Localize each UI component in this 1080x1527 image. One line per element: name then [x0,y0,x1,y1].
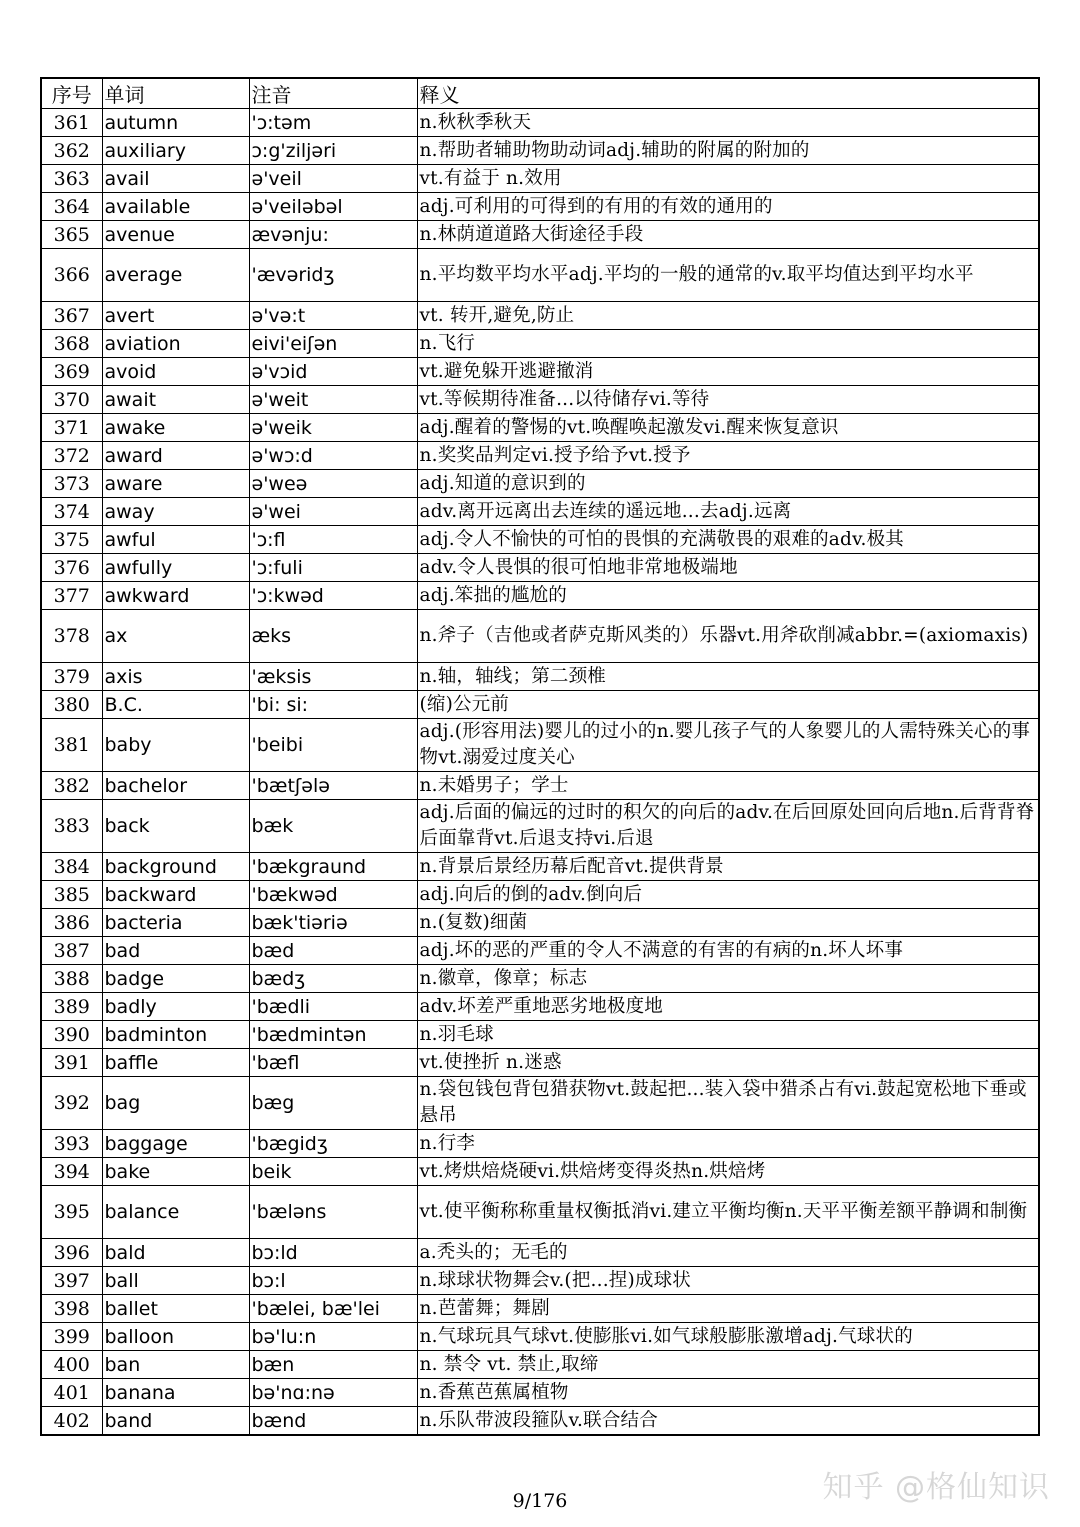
row-word: autumn [102,109,249,137]
table-row [41,526,1039,554]
row-definition: n.秋秋季秋天 [417,109,1039,137]
row-number: 362 [41,137,102,165]
table-row [41,937,1039,965]
row-phonetic: 'ɔ:təm [249,109,417,137]
table-row [41,1239,1039,1267]
row-definition: n.羽毛球 [417,1021,1039,1049]
table-row [41,193,1039,221]
row-definition: vt.有益于 n.效用 [417,165,1039,193]
row-number: 392 [41,1077,102,1130]
table-row [41,470,1039,498]
table-row [41,386,1039,414]
row-word: band [102,1407,249,1436]
row-word: background [102,853,249,881]
row-phonetic: 'ɔ:kwəd [249,582,417,610]
row-number: 371 [41,414,102,442]
row-phonetic: 'bædmintən [249,1021,417,1049]
row-word: bake [102,1158,249,1186]
row-number: 400 [41,1351,102,1379]
row-word: available [102,193,249,221]
row-word: baby [102,719,249,772]
row-definition: n.帮助者辅助物助动词adj.辅助的附属的附加的 [417,137,1039,165]
vocabulary-page [40,77,1038,1436]
row-word: avert [102,302,249,330]
row-word: ballet [102,1295,249,1323]
table-row [41,909,1039,937]
row-phonetic: 'bætʃələ [249,772,417,800]
table-row [41,965,1039,993]
row-number: 363 [41,165,102,193]
row-definition: adv.令人畏惧的很可怕地非常地极端地 [417,554,1039,582]
row-number: 366 [41,249,102,302]
row-phonetic: ə'weik [249,414,417,442]
row-phonetic: ə'weit [249,386,417,414]
table-row [41,610,1039,663]
row-phonetic: 'bædli [249,993,417,1021]
row-number: 397 [41,1267,102,1295]
row-phonetic: ævənju: [249,221,417,249]
row-definition: vt. 转开,避免,防止 [417,302,1039,330]
row-word: axis [102,663,249,691]
row-number: 384 [41,853,102,881]
row-number: 383 [41,800,102,853]
table-row [41,442,1039,470]
row-phonetic: bænd [249,1407,417,1436]
table-row [41,1077,1039,1130]
row-number: 364 [41,193,102,221]
row-number: 379 [41,663,102,691]
row-phonetic: bæk [249,800,417,853]
row-number: 387 [41,937,102,965]
table-row [41,1379,1039,1407]
row-definition: n.徽章，像章；标志 [417,965,1039,993]
table-row [41,663,1039,691]
row-word: awkward [102,582,249,610]
row-word: ball [102,1267,249,1295]
row-definition: adj.(形容用法)婴儿的过小的n.婴儿孩子气的人象婴儿的人需特殊关心的事物vt.溺爱过度关心 [417,719,1039,772]
row-number: 372 [41,442,102,470]
table-row [41,1267,1039,1295]
row-number: 365 [41,221,102,249]
row-phonetic: ə'weə [249,470,417,498]
row-definition: vt.避免躲开逃避撤消 [417,358,1039,386]
row-number: 402 [41,1407,102,1436]
row-phonetic: bæn [249,1351,417,1379]
row-word: aviation [102,330,249,358]
row-definition: adj.坏的恶的严重的令人不满意的有害的有病的n.坏人坏事 [417,937,1039,965]
row-definition: n.香蕉芭蕉属植物 [417,1379,1039,1407]
row-word: baffle [102,1049,249,1077]
row-number: 380 [41,691,102,719]
row-number: 368 [41,330,102,358]
row-word: badly [102,993,249,1021]
row-word: ax [102,610,249,663]
row-phonetic: ə'wɔ:d [249,442,417,470]
row-number: 375 [41,526,102,554]
row-number: 385 [41,881,102,909]
row-phonetic: 'bælei, bæ'lei [249,1295,417,1323]
row-definition: adj.向后的倒的adv.倒向后 [417,881,1039,909]
row-word: auxiliary [102,137,249,165]
table-row [41,1186,1039,1239]
row-number: 388 [41,965,102,993]
row-word: badge [102,965,249,993]
table-row [41,137,1039,165]
header-phonetic: 注音 [249,78,417,109]
row-number: 377 [41,582,102,610]
row-phonetic: bə'lu:n [249,1323,417,1351]
table-row [41,165,1039,193]
row-number: 393 [41,1130,102,1158]
row-number: 369 [41,358,102,386]
row-number: 361 [41,109,102,137]
table-row [41,993,1039,1021]
row-word: baggage [102,1130,249,1158]
row-number: 381 [41,719,102,772]
row-number: 374 [41,498,102,526]
row-word: bad [102,937,249,965]
row-definition: vt.使平衡称称重量权衡抵消vi.建立平衡均衡n.天平平衡差额平静调和制衡 [417,1186,1039,1239]
row-word: aware [102,470,249,498]
row-number: 395 [41,1186,102,1239]
row-number: 389 [41,993,102,1021]
row-phonetic: 'bægidʒ [249,1130,417,1158]
row-word: awake [102,414,249,442]
row-phonetic: ə'veil [249,165,417,193]
table-row [41,719,1039,772]
table-row [41,109,1039,137]
table-row [41,881,1039,909]
row-phonetic: ə'veiləbəl [249,193,417,221]
row-phonetic: 'beibi [249,719,417,772]
table-row [41,221,1039,249]
table-row [41,498,1039,526]
table-body [41,109,1039,1436]
row-number: 390 [41,1021,102,1049]
row-definition: vt.使挫折 n.迷惑 [417,1049,1039,1077]
row-definition: adv.坏差严重地恶劣地极度地 [417,993,1039,1021]
row-definition: adj.后面的偏远的过时的积欠的向后的adv.在后回原处回向后地n.后背背脊后面靠背vt.后退支持vi.后退 [417,800,1039,853]
row-word: badminton [102,1021,249,1049]
header-definition: 释义 [417,78,1039,109]
row-phonetic: ɔ:g'ziljəri [249,137,417,165]
row-phonetic: eivi'eiʃən [249,330,417,358]
row-number: 401 [41,1379,102,1407]
row-definition: n.乐队带波段箍队v.联合结合 [417,1407,1039,1436]
row-phonetic: bɔ:l [249,1267,417,1295]
row-definition: adj.令人不愉快的可怕的畏惧的充满敬畏的艰难的adv.极其 [417,526,1039,554]
row-word: away [102,498,249,526]
row-number: 391 [41,1049,102,1077]
row-definition: adv.离开远离出去连续的遥远地...去adj.远离 [417,498,1039,526]
row-phonetic: bə'nɑ:nə [249,1379,417,1407]
row-number: 367 [41,302,102,330]
row-definition: vt.等候期待准备...以待储存vi.等待 [417,386,1039,414]
row-word: bald [102,1239,249,1267]
row-number: 382 [41,772,102,800]
table-row [41,582,1039,610]
table-row [41,691,1039,719]
row-word: avenue [102,221,249,249]
row-definition: n.芭蕾舞；舞剧 [417,1295,1039,1323]
table-row [41,1323,1039,1351]
row-number: 396 [41,1239,102,1267]
row-definition: n.轴，轴线；第二颈椎 [417,663,1039,691]
row-word: balloon [102,1323,249,1351]
table-row [41,302,1039,330]
row-definition: n.未婚男子；学士 [417,772,1039,800]
row-phonetic: 'bækwəd [249,881,417,909]
row-word: awful [102,526,249,554]
row-definition: n.背景后景经历幕后配音vt.提供背景 [417,853,1039,881]
row-phonetic: bæd [249,937,417,965]
row-word: B.C. [102,691,249,719]
row-phonetic: 'bækgraund [249,853,417,881]
row-definition: n.袋包钱包背包猎获物vt.鼓起把...装入袋中猎杀占有vi.鼓起宽松地下垂或悬吊 [417,1077,1039,1130]
table-row [41,330,1039,358]
row-word: avail [102,165,249,193]
row-phonetic: 'ɔ:fl [249,526,417,554]
row-word: await [102,386,249,414]
row-number: 376 [41,554,102,582]
row-phonetic: 'æksis [249,663,417,691]
table-row [41,853,1039,881]
table-row [41,1407,1039,1436]
row-definition: n.斧子（吉他或者萨克斯风类的）乐器vt.用斧砍削减abbr.=(axiomaxis) [417,610,1039,663]
table-row [41,1295,1039,1323]
row-phonetic: bæk'tiəriə [249,909,417,937]
table-row [41,358,1039,386]
table-row [41,1351,1039,1379]
row-word: bag [102,1077,249,1130]
row-word: banana [102,1379,249,1407]
row-definition: n. 禁令 vt. 禁止,取缔 [417,1351,1039,1379]
row-word: bachelor [102,772,249,800]
row-word: avoid [102,358,249,386]
header-number: 序号 [41,78,102,109]
row-definition: n.气球玩具气球vt.使膨胀vi.如气球般膨胀激增adj.气球状的 [417,1323,1039,1351]
row-definition: n.球球状物舞会v.(把...捏)成球状 [417,1267,1039,1295]
row-word: award [102,442,249,470]
row-phonetic: bæg [249,1077,417,1130]
table-header-row [41,78,1039,109]
row-number: 370 [41,386,102,414]
row-word: awfully [102,554,249,582]
row-number: 398 [41,1295,102,1323]
table-row [41,1158,1039,1186]
row-definition: (缩)公元前 [417,691,1039,719]
row-word: ban [102,1351,249,1379]
table-row [41,1049,1039,1077]
row-definition: adj.可利用的可得到的有用的有效的通用的 [417,193,1039,221]
row-phonetic: 'ævəridʒ [249,249,417,302]
row-phonetic: bædʒ [249,965,417,993]
table-row [41,414,1039,442]
row-number: 394 [41,1158,102,1186]
row-word: backward [102,881,249,909]
row-number: 373 [41,470,102,498]
row-phonetic: bɔ:ld [249,1239,417,1267]
row-definition: vt.烤烘焙烧硬vi.烘焙烤变得炎热n.烘焙烤 [417,1158,1039,1186]
row-phonetic: 'bi: si: [249,691,417,719]
row-definition: n.行李 [417,1130,1039,1158]
page-number: 9/176 [512,1490,568,1512]
row-phonetic: beik [249,1158,417,1186]
row-definition: adj.知道的意识到的 [417,470,1039,498]
row-definition: a.秃头的；无毛的 [417,1239,1039,1267]
row-number: 386 [41,909,102,937]
row-phonetic: ə'və:t [249,302,417,330]
row-phonetic: 'bæfl [249,1049,417,1077]
table-row [41,554,1039,582]
row-phonetic: ə'vɔid [249,358,417,386]
row-definition: adj.醒着的警惕的vt.唤醒唤起激发vi.醒来恢复意识 [417,414,1039,442]
row-definition: n.平均数平均水平adj.平均的一般的通常的v.取平均值达到平均水平 [417,249,1039,302]
table-row [41,1021,1039,1049]
table-row [41,772,1039,800]
table-row [41,249,1039,302]
row-phonetic: 'ɔ:fuli [249,554,417,582]
row-definition: n.奖奖品判定vi.授予给予vt.授予 [417,442,1039,470]
row-word: back [102,800,249,853]
header-word: 单词 [102,78,249,109]
row-number: 378 [41,610,102,663]
row-definition: n.林荫道道路大街途径手段 [417,221,1039,249]
row-definition: n.(复数)细菌 [417,909,1039,937]
row-word: average [102,249,249,302]
row-definition: adj.笨拙的尴尬的 [417,582,1039,610]
row-word: bacteria [102,909,249,937]
vocabulary-table [40,77,1040,1436]
row-word: balance [102,1186,249,1239]
row-phonetic: æks [249,610,417,663]
row-definition: n.飞行 [417,330,1039,358]
row-phonetic: ə'wei [249,498,417,526]
row-phonetic: 'bæləns [249,1186,417,1239]
row-number: 399 [41,1323,102,1351]
watermark: 知乎 @格仙知识 [822,1470,1050,1505]
table-row [41,800,1039,853]
table-row [41,1130,1039,1158]
